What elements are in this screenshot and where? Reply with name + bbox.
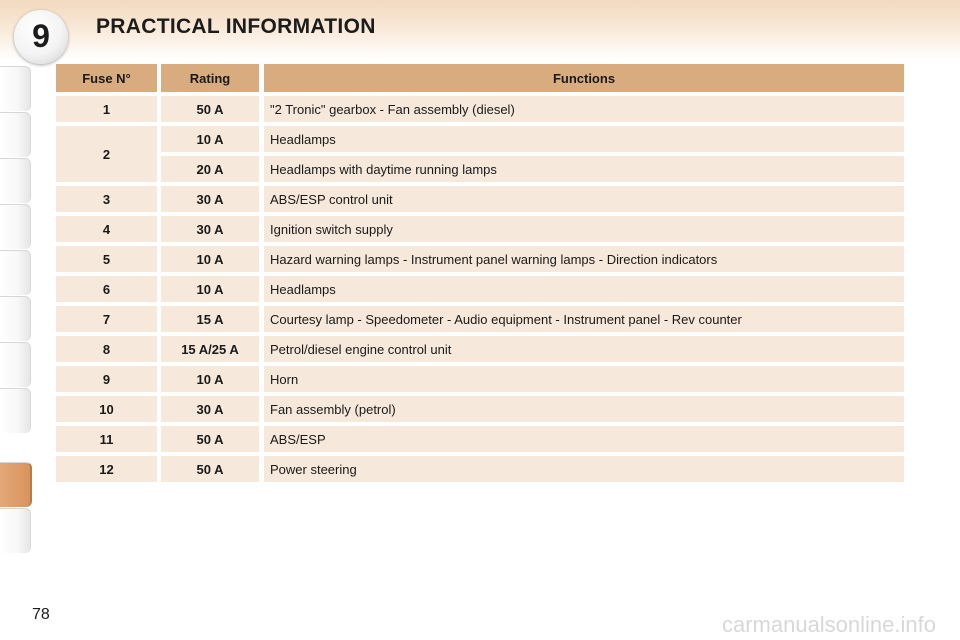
rating-cell: 10 A	[161, 366, 259, 392]
rating-cell: 50 A	[161, 426, 259, 452]
table-row	[56, 276, 904, 302]
chapter-tab-6[interactable]	[0, 296, 31, 341]
header-rating: Rating	[161, 64, 259, 92]
chapter-tab-8[interactable]	[0, 388, 31, 433]
fuse-table	[56, 64, 904, 486]
function-cell: ABS/ESP	[264, 426, 904, 452]
rating-cell: 30 A	[161, 186, 259, 212]
rating-cell: 10 A	[161, 276, 259, 302]
table-body	[56, 96, 904, 482]
chapter-tab-3[interactable]	[0, 158, 31, 203]
function-cell: Power steering	[264, 456, 904, 482]
chapter-tab-1[interactable]	[0, 66, 31, 111]
chapter-number: 9	[32, 17, 50, 54]
function-cell: Headlamps	[264, 126, 904, 152]
fuse-number: 9	[56, 366, 157, 392]
chapter-badge	[14, 10, 68, 64]
table-row	[56, 366, 904, 392]
table-row	[56, 186, 904, 212]
fuse-number: 12	[56, 456, 157, 482]
table-row	[56, 426, 904, 452]
function-cell: ABS/ESP control unit	[264, 186, 904, 212]
chapter-tab-4[interactable]	[0, 204, 31, 249]
rating-cell: 15 A	[161, 306, 259, 332]
header-fuse: Fuse N°	[56, 64, 157, 92]
function-cell: Petrol/diesel engine control unit	[264, 336, 904, 362]
table-row	[56, 456, 904, 482]
chapter-tab-9[interactable]	[0, 462, 32, 507]
fuse-number: 2	[56, 126, 157, 182]
table-row	[56, 216, 904, 242]
chapter-tab-10[interactable]	[0, 508, 31, 553]
rating-cell: 10 A	[161, 126, 259, 152]
rating-cell: 10 A	[161, 246, 259, 272]
function-cell: Fan assembly (petrol)	[264, 396, 904, 422]
chapter-tab-7[interactable]	[0, 342, 31, 387]
rating-cell: 50 A	[161, 96, 259, 122]
table-row	[161, 126, 904, 152]
page-title: PRACTICAL INFORMATION	[96, 15, 376, 38]
function-cell: "2 Tronic" gearbox - Fan assembly (diesel)	[264, 96, 904, 122]
fuse-number: 11	[56, 426, 157, 452]
rating-cell: 30 A	[161, 396, 259, 422]
function-cell: Headlamps with daytime running lamps	[264, 156, 904, 182]
function-cell: Horn	[264, 366, 904, 392]
table-row	[56, 246, 904, 272]
fuse-number: 5	[56, 246, 157, 272]
table-header-row	[56, 64, 904, 92]
fuse-number: 1	[56, 96, 157, 122]
function-cell: Ignition switch supply	[264, 216, 904, 242]
table-row-group	[56, 126, 904, 182]
fuse-number: 3	[56, 186, 157, 212]
header-functions: Functions	[264, 64, 904, 92]
fuse-number: 10	[56, 396, 157, 422]
function-cell: Hazard warning lamps - Instrument panel warning lamps - Direction indicators	[264, 246, 904, 272]
rating-cell: 50 A	[161, 456, 259, 482]
chapter-tab-5[interactable]	[0, 250, 31, 295]
page-number: 78	[32, 606, 50, 623]
rating-cell: 30 A	[161, 216, 259, 242]
fuse-number: 4	[56, 216, 157, 242]
rating-cell: 15 A/25 A	[161, 336, 259, 362]
rating-cell: 20 A	[161, 156, 259, 182]
chapter-tab-2[interactable]	[0, 112, 31, 157]
table-row	[56, 306, 904, 332]
table-row	[161, 156, 904, 182]
table-row	[56, 396, 904, 422]
chapter-tabs	[0, 66, 34, 576]
function-cell: Courtesy lamp - Speedometer - Audio equipment - Instrument panel - Rev counter	[264, 306, 904, 332]
fuse-number: 8	[56, 336, 157, 362]
function-cell: Headlamps	[264, 276, 904, 302]
sub-rows	[161, 126, 904, 182]
fuse-number: 7	[56, 306, 157, 332]
fuse-number: 6	[56, 276, 157, 302]
table-row	[56, 336, 904, 362]
table-row	[56, 96, 904, 122]
watermark: carmanualsonline.info	[721, 612, 936, 637]
